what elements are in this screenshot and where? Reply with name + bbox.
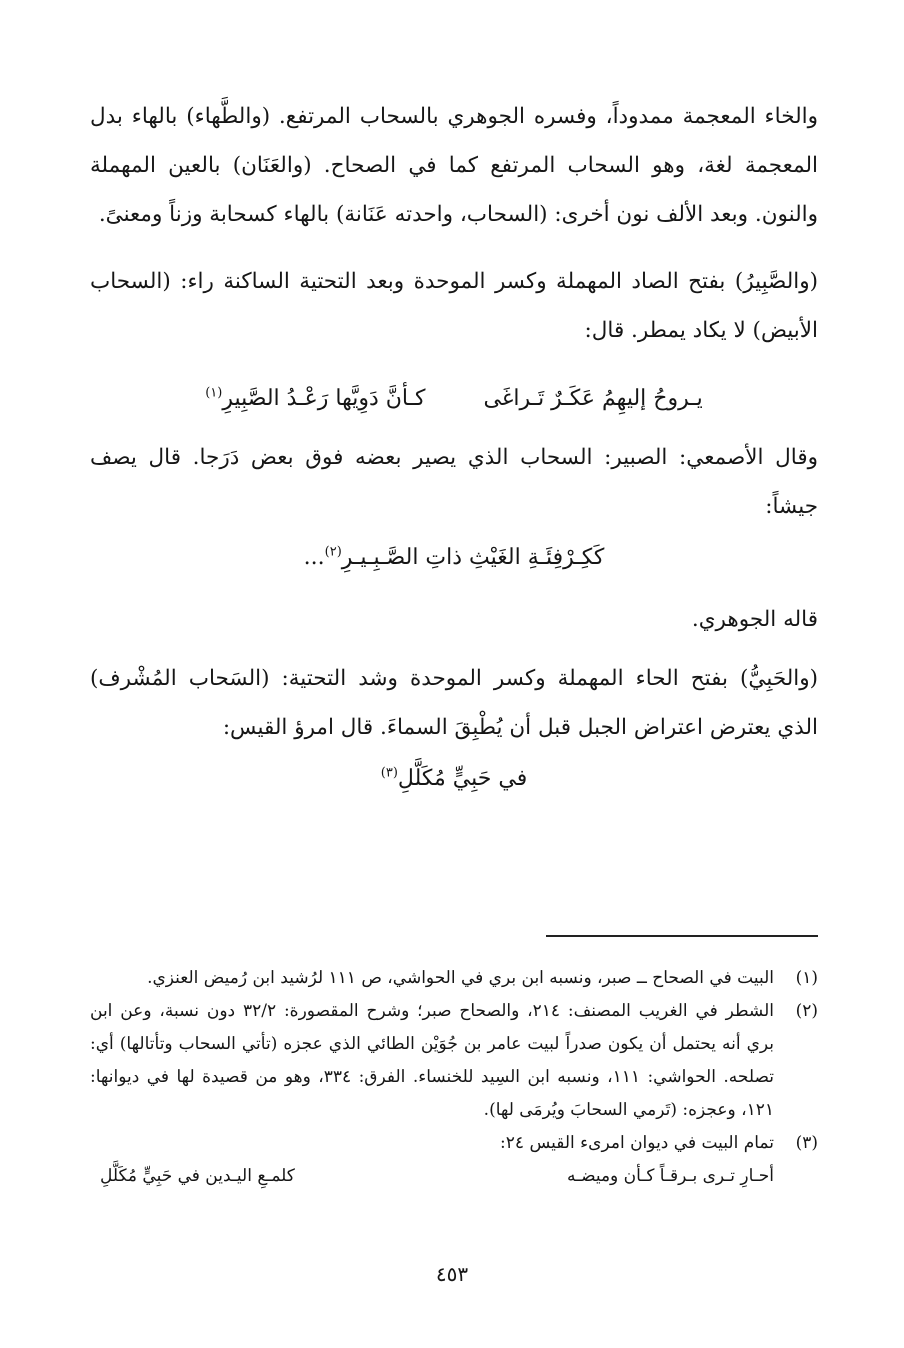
footnote-1: [90, 962, 818, 995]
footnote-divider: [546, 935, 818, 937]
paragraph-1: والخاء المعجمة ممدوداً، وفسره الجوهري بالسحاب المرتفع. (والطَّهاء) بالهاء بدل المعجمة لغة، وهو السحاب المرتفع كما في الصحاح. (والعَنَان) بالعين المهملة والنون. وبعد الألف نون أخرى: (السحاب، واحدته عَنَانة) بالهاء كسحابة وزناً ومعنىً.: [90, 104, 818, 227]
footnote-text: الشطر في الغريب المصنف: ٢١٤، والصحاح صبر؛ وشرح المقصورة: ٣٢/٢ دون نسبة، وعن ابن بري أنه يحتمل أن يكون صدراً لبيت عامر بن جُوَيْن الطائي الذي عجزه (تأتي السحاب وتأتالها) أي: تصلحه. الحواشي: ١١١، ونسبه ابن السِيد للخنساء. الفرق: ٣٣٤، وهو من قصيدة لها في ديوانها: ١٢١، وعجزه: (تَرمي السحابَ ويُرمَى لها).: [90, 1001, 774, 1120]
footnote-2: [90, 995, 818, 1127]
verse-1-first-hemistich: يـروحُ إليهِمُ عَكَـرٌ تَـراغَى: [483, 386, 703, 411]
paragraph-5: (والحَبِيُّ) بفتح الحاء المهملة وكسر الموحدة وشد التحتية: (السَحاب المُشْرف) الذي يعترض اعتراض الجبل قبل أن يُطْبِقَ السماءَ. قال امرؤ القيس:: [90, 666, 818, 740]
footnote-number: (١): [795, 968, 818, 988]
footnote-ref-1: (١): [205, 385, 223, 401]
footnote-verse: [90, 1160, 774, 1193]
footnote-ref-3: (٣): [380, 765, 398, 781]
paragraph-4: قاله الجوهري.: [691, 607, 818, 632]
footnote-text: تمام البيت في ديوان امرىء القيس ٢٤:: [500, 1133, 774, 1153]
paragraph-2: (والصَّبِيرُ) بفتح الصاد المهملة وكسر الموحدة وبعد التحتية الساكنة راء: (السحاب الأبيض) لا يكاد يمطر. قال:: [90, 269, 818, 343]
main-text: [90, 92, 818, 806]
verse-1: [90, 373, 818, 425]
footnote-text: البيت في الصحاح ــ صبر، ونسبه ابن بري في الحواشي، ص ١١١ لرُشيد ابن رُميض العنزي.: [147, 968, 774, 988]
footnote-verse-first: أحـارِ تـرى بـرقـاً كـأن وميضـه: [566, 1166, 774, 1186]
footnote-ref-2: (٢): [324, 544, 342, 560]
footnotes: [90, 962, 818, 1193]
footnote-number: (٣): [795, 1133, 818, 1153]
footnote-verse-second: كلمـعِ اليـدين في حَبِيٍّ مُكَلَّلِ: [100, 1166, 295, 1186]
verse-3: في حَبِيٍّ مُكَلَّلِ$^{(٣)}$: [380, 765, 528, 791]
page-number: ٤٥٣: [435, 1262, 469, 1286]
verse-2: كَكِـرْفِئَـةِ الغَيْثِ ذاتِ الصَّـبِـيـرِ$^{(٢)}$...: [303, 544, 605, 570]
verse-1-second-hemistich: كـأنَّ دَوِيَّها رَعْـدُ الصَّبِيرِ$^{(١)}$: [205, 385, 426, 411]
footnote-number: (٢): [795, 1001, 818, 1021]
footnote-3: [90, 1127, 818, 1193]
paragraph-3: وقال الأصمعي: الصبير: السحاب الذي يصير بعضه فوق بعض دَرَجا. قال يصف جيشاً:: [90, 445, 818, 519]
